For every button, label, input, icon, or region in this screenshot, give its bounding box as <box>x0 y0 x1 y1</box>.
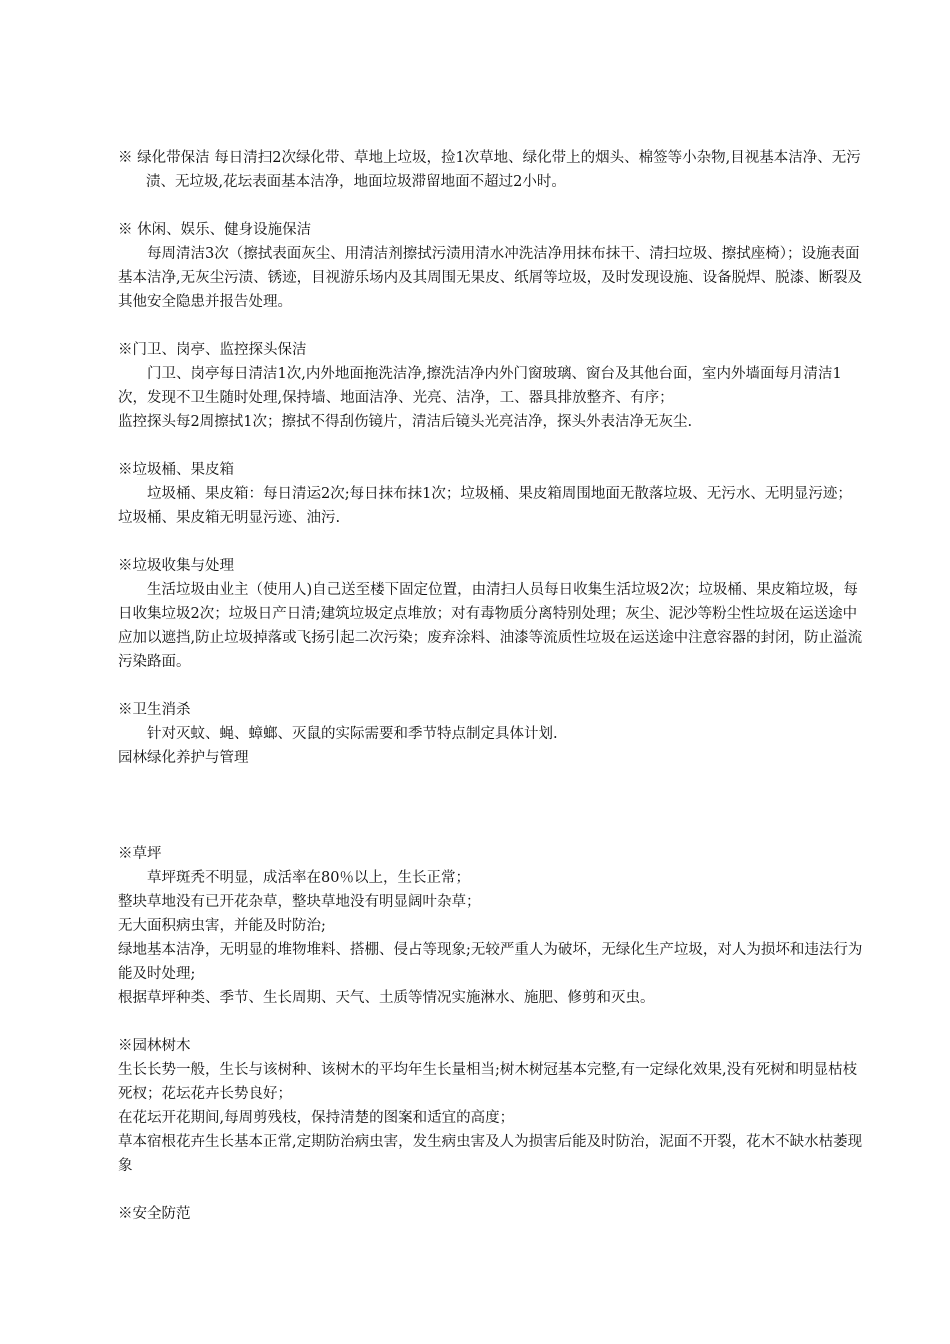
guard-heading: ※门卫、岗亭、监控探头保洁 <box>118 342 307 358</box>
lawn-line: 草坪斑秃不明显，成活率在80％以上，生长正常； <box>147 870 470 886</box>
leisure-heading: ※ 休闲、娱乐、健身设施保洁 <box>118 222 312 238</box>
trees-heading: ※园林树木 <box>118 1038 191 1054</box>
guard-camera-body: 监控探头每2周擦拭1次；擦拭不得刮伤镜片，清洁后镜头光亮洁净，探头外表洁净无灰尘. <box>118 414 693 430</box>
bins-heading: ※垃圾桶、果皮箱 <box>118 462 234 478</box>
landscaping-title: 园林绿化养护与管理 <box>118 750 249 766</box>
greenbelt-paragraph: ※ 绿化带保洁 每日清扫2次绿化带、草地上垃圾，捡1次草地、绿化带上的烟头、棉签等小杂物,目视基本洁净、无污渍、无垃圾,花坛表面基本洁净，地面垃圾滞留地面不超过2小时。 <box>118 150 861 190</box>
bins-body: 垃圾桶、果皮箱：每日清运2次;每日抹布抹1次；垃圾桶、果皮箱周围地面无散落垃圾、无污水、无明显污迹；垃圾桶、果皮箱无明显污迹、油污. <box>118 486 852 526</box>
spacer <box>118 818 866 842</box>
lawn-line: 根据草坪种类、季节、生长周期、天气、土质等情况实施淋水、施肥、修剪和灭虫。 <box>118 990 655 1006</box>
leisure-body: 每周清洁3次（擦拭表面灰尘、用清洁剂擦拭污渍用清水冲洗洁净用抹布抹干、清扫垃圾、擦拭座椅）；设施表面基本洁净,无灰尘污渍、锈迹，目视游乐场内及其周围无果皮、纸屑等垃圾，及时发现设施、设备脱焊、脱漆、断裂及其他安全隐患并报告处理。 <box>118 246 863 310</box>
spacer <box>118 434 866 458</box>
security-heading: ※安全防范 <box>118 1206 191 1222</box>
spacer <box>118 194 866 218</box>
spacer <box>118 1010 866 1034</box>
spacer <box>118 530 866 554</box>
spacer <box>118 314 866 338</box>
spacer <box>118 674 866 698</box>
spacer <box>118 770 866 818</box>
lawn-heading: ※草坪 <box>118 846 162 862</box>
disinfect-body: 针对灭蚊、蝇、蟑螂、灭鼠的实际需要和季节特点制定具体计划. <box>147 726 558 742</box>
trees-line: 草本宿根花卉生长基本正常,定期防治病虫害，发生病虫害及人为损害后能及时防治，泥面不开裂，花木不缺水枯萎现象 <box>118 1134 863 1174</box>
lawn-line: 绿地基本洁净，无明显的堆物堆料、搭棚、侵占等现象;无较严重人为破坏，无绿化生产垃圾，对人为损坏和违法行为能及时处理; <box>118 942 863 982</box>
garbage-heading: ※垃圾收集与处理 <box>118 558 234 574</box>
garbage-body: 生活垃圾由业主（使用人)自己送至楼下固定位置，由清扫人员每日收集生活垃圾2次；垃圾桶、果皮箱垃圾，每日收集垃圾2次；垃圾日产日清;建筑垃圾定点堆放；对有毒物质分离特别处理；灰尘、泥沙等粉尘性垃圾在运送途中应加以遮挡,防止垃圾掉落或飞扬引起二次污染；废弃涂料、油漆等流质性垃圾在运送途中注意容器的封闭，防止溢流污染路面。 <box>118 582 863 670</box>
trees-line: 在花坛开花期间,每周剪残枝，保持清楚的图案和适宜的高度； <box>118 1110 515 1126</box>
trees-line: 生长长势一般，生长与该树种、该树木的平均年生长量相当;树木树冠基本完整,有一定绿化效果,没有死树和明显枯枝死杈；花坛花卉长势良好； <box>118 1062 858 1102</box>
spacer <box>118 1178 866 1202</box>
lawn-line: 整块草地没有已开花杂草，整块草地没有明显阔叶杂草； <box>118 894 481 910</box>
lawn-line: 无大面积病虫害，并能及时防治; <box>118 918 326 934</box>
disinfect-heading: ※卫生消杀 <box>118 702 191 718</box>
document-page <box>118 146 866 1226</box>
guard-body: 门卫、岗亭每日清洁1次,内外地面拖洗洁净,擦洗洁净内外门窗玻璃、窗台及其他台面，室内外墙面每月清洁1次，发现不卫生随时处理,保持墙、地面洁净、光亮、洁净，工、器具排放整齐、有序； <box>118 366 842 406</box>
